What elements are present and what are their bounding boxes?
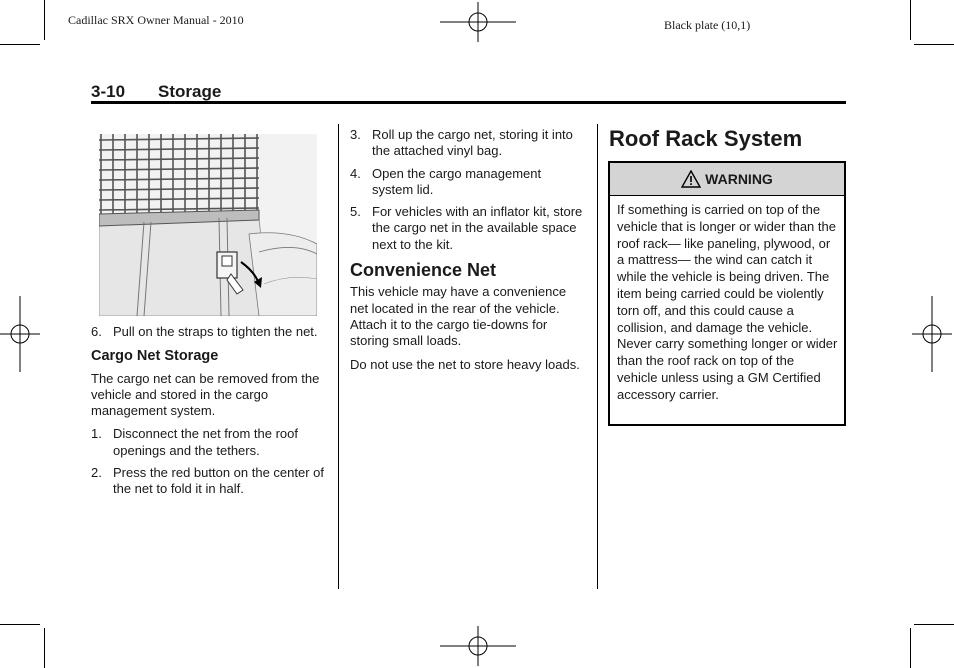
registration-mark-icon [440, 2, 516, 42]
header-rule [91, 101, 846, 104]
step-text: Open the cargo management system lid. [372, 165, 542, 197]
crop-mark [44, 628, 45, 668]
cargo-net-illustration [99, 134, 317, 316]
roof-rack-system-heading: Roof Rack System [609, 126, 803, 151]
registration-mark-icon [0, 296, 40, 372]
column-divider [597, 124, 598, 589]
step-text: Disconnect the net from the roof openings and the tethers. [113, 426, 298, 458]
warning-text: If something is carried on top of the vehicle that is longer or wider than the roof rack— like paneling, plywood, or a mattress— the wind can catch it while the vehicle is being driven. The item being carried could be violently torn off, and this could cause a collision, and damage the vehicle. Never carry something longer or wider than the roof rack on top of the vehicle unless using a GM Certified accessory carrier. [617, 202, 838, 402]
convenience-net-heading: Convenience Net [350, 260, 497, 281]
warning-box [608, 161, 846, 426]
crop-mark [0, 624, 40, 625]
list-item [350, 204, 584, 253]
cargo-net-storage-heading: Cargo Net Storage [91, 348, 219, 365]
running-header-plate: Black plate (10,1) [664, 18, 751, 32]
crop-mark [914, 44, 954, 45]
step-text: Press the red button on the center of the net to fold it in half. [113, 465, 325, 497]
crop-mark [910, 628, 911, 668]
crop-mark [0, 44, 40, 45]
list-item [350, 127, 584, 160]
list-item [91, 324, 331, 340]
warning-label: WARNING [705, 171, 773, 187]
warning-header [610, 163, 844, 196]
crop-mark [910, 0, 911, 40]
section-title: Storage [158, 82, 222, 101]
list-item [91, 426, 331, 459]
list-item [91, 465, 331, 498]
column-divider [338, 124, 339, 589]
convenience-net-paragraph: This vehicle may have a convenience net located in the rear of the vehicle. Attach it to the cargo tie-downs for storing small loads. [350, 284, 567, 349]
page-number: 3-10 [91, 82, 126, 101]
right-column-heading-wrap [609, 126, 846, 152]
crop-mark [44, 0, 45, 40]
cargo-net-drawing [99, 134, 317, 316]
step-text: Pull on the straps to tighten the net. [113, 324, 318, 339]
step-number: 5. [350, 204, 361, 220]
middle-column [350, 127, 584, 380]
step-number: 6. [91, 324, 102, 339]
crop-mark [914, 624, 954, 625]
step-text: For vehicles with an inflator kit, store the cargo net in the available space next to the kit. [372, 204, 583, 252]
convenience-net-caution: Do not use the net to store heavy loads. [350, 356, 580, 372]
step-number: 1. [91, 426, 102, 442]
running-header-title: Cadillac SRX Owner Manual - 2010 [68, 13, 244, 27]
step-number: 2. [91, 465, 102, 481]
warning-triangle-icon [681, 170, 701, 188]
cargo-net-storage-intro: The cargo net can be removed from the vehicle and stored in the cargo management system. [91, 370, 320, 419]
left-column [91, 324, 331, 504]
list-item [350, 166, 584, 199]
step-number: 3. [350, 127, 361, 142]
registration-mark-icon [912, 296, 952, 372]
step-number: 4. [350, 165, 361, 181]
registration-mark-icon [440, 626, 516, 666]
step-text: Roll up the cargo net, storing it into the attached vinyl bag. [372, 127, 573, 159]
